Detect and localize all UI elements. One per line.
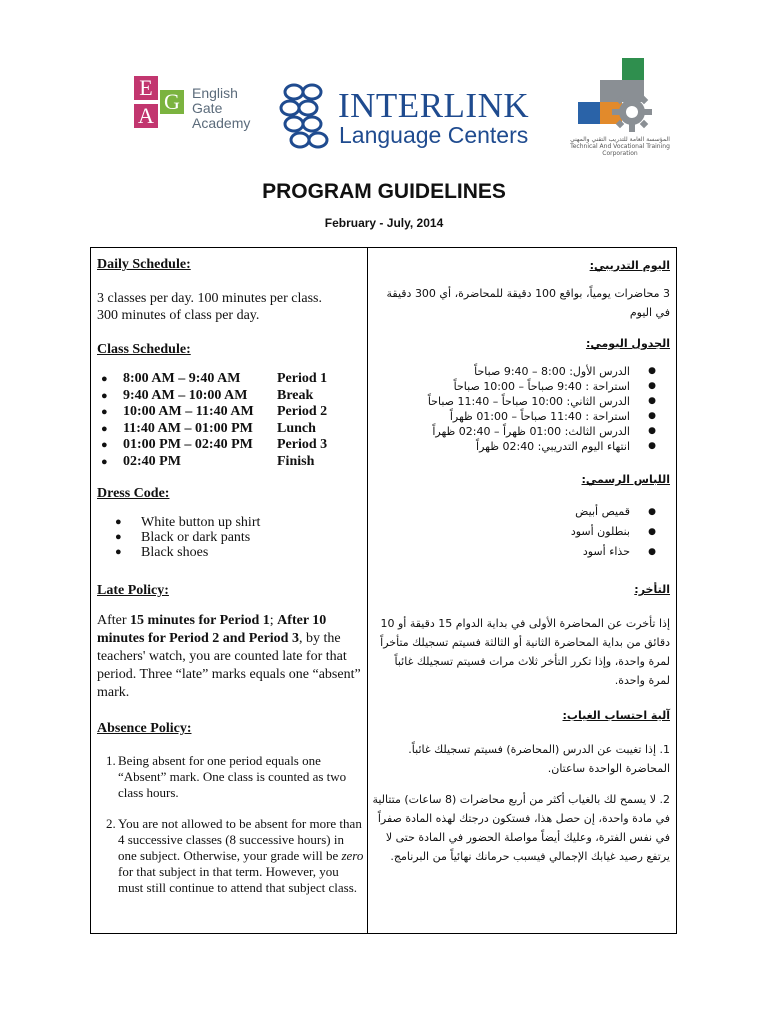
daily-schedule-heading-ar: اليوم التدريبي: (589, 259, 670, 272)
list-item: ● 10:00 AM – 11:40 AM Period 2 (97, 404, 365, 421)
absence-item-2-ar: 2. لا يسمح لك بالغياب أكثر من أربع محاضرات (8 ساعات) متتالية في مادة واحدة، إن حصل هذا، فستكون درجتك لهذه المادة صفراً في نفس الفترة، وعليك أيضاً مواصلة الحضور في المادة حتى لا يرتفع رصيد غيابك الإجمالي فيسبب حرمانك نهائياً من البرنامج. (372, 793, 670, 863)
logo-word-english: English (192, 85, 238, 101)
absence-policy-heading-ar: آلية احتساب الغياب: (562, 709, 670, 722)
tvtc-logo (560, 56, 680, 156)
logo-word-academy: Academy (192, 115, 251, 131)
late-policy-text-ar: إذا تأخرت عن المحاضرة الأولى في بداية الدوام 15 دقيقة أو 10 دقائق من بداية المحاضرة الثانية أو الثالثة فسيتم تسجيلك متأخراً لمرة واحدة، وإذا تكرر التأخر ثلاث مرات فسيتم تسجيلك غائباً لمرة واحدة. (380, 617, 670, 687)
daily-schedule-line1: 3 classes per day. 100 minutes per class. (97, 291, 322, 306)
class-schedule-list-ar (372, 364, 670, 454)
list-item: ● White button up shirt (97, 515, 365, 530)
tvtc-caption (560, 136, 680, 157)
list-item: ● 02:40 PM Finish (97, 454, 365, 471)
english-column (97, 256, 365, 896)
list-item: ● الدرس الثاني: 10:00 صباحاً – 11:40 صباحاً (372, 394, 670, 409)
tvtc-caption-en: Technical And Vocational Training Corporation (570, 143, 670, 157)
daily-schedule-text-ar: 3 محاضرات يومياً، بواقع 100 دقيقة للمحاضرة، أي 300 دقيقة في اليوم (386, 287, 670, 319)
logo-letter-a: A (134, 104, 158, 128)
tvtc-green-square (622, 58, 644, 80)
class-schedule-list (97, 371, 365, 470)
arabic-column (372, 256, 670, 866)
late-policy-heading-ar: التأخر: (634, 583, 670, 596)
list-item: 2. You are not allowed to be absent for more than 4 successive classes (8 successive hours) in one subject. Otherwise, your grade will be zero for that subject in that term. However, you must still continue to attend that subject class. (106, 816, 364, 895)
late-policy-heading: Late Policy: (97, 583, 169, 598)
class-schedule-heading-ar: الجدول اليومي: (585, 337, 670, 350)
list-item: ● حذاء أسود (372, 542, 670, 562)
daily-schedule-heading: Daily Schedule: (97, 257, 191, 272)
dress-code-heading: Dress Code: (97, 486, 170, 501)
absence-item-1-ar: 1. إذا تغيبت عن الدرس (المحاضرة) فسيتم تسجيلك غائباً. المحاضرة الواحدة ساعتان. (408, 743, 670, 775)
english-gate-academy-logo (134, 76, 254, 132)
dress-code-heading-ar: اللباس الرسمي: (581, 473, 670, 486)
dress-code-list-ar (372, 502, 670, 562)
list-item: ● Black or dark pants (97, 530, 365, 545)
interlink-rings-icon (278, 80, 338, 156)
logo-letter-g: G (160, 90, 184, 114)
tvtc-blue-square (578, 102, 600, 124)
list-item: ● استراحة : 9:40 صباحاً – 10:00 صباحاً (372, 379, 670, 394)
column-divider (367, 247, 368, 934)
list-item: 1. Being absent for one period equals one “Absent” mark. One class is counted as two class hours. (106, 753, 347, 800)
interlink-logo (278, 80, 538, 156)
list-item: ● قميص أبيض (372, 502, 670, 522)
absence-policy-heading: Absence Policy: (97, 721, 192, 736)
daily-schedule-line2: 300 minutes of class per day. (97, 308, 260, 323)
absence-policy-list (97, 753, 365, 896)
late-policy-text: After 15 minutes for Period 1; After 10 minutes for Period 2 and Period 3, by the teachers' watch, you are counted late for that period. Three “late” marks equals one “absent” mark. (97, 613, 361, 700)
interlink-subtitle: Language Centers (339, 122, 529, 148)
list-item: ● الدرس الثالث: 01:00 ظهراً – 02:40 ظهراً (372, 424, 670, 439)
logo-word-gate: Gate (192, 100, 223, 116)
list-item: ● انتهاء اليوم التدريبي: 02:40 ظهراً (372, 439, 670, 454)
list-item: ● 01:00 PM – 02:40 PM Period 3 (97, 437, 365, 454)
list-item: ● استراحة : 11:40 صباحاً – 01:00 ظهراً (372, 409, 670, 424)
class-schedule-heading: Class Schedule: (97, 342, 191, 357)
list-item: ● 8:00 AM – 9:40 AM Period 1 (97, 371, 365, 388)
list-item: ● الدرس الأول: 8:00 – 9:40 صباحاً (372, 364, 670, 379)
interlink-title: INTERLINK (338, 86, 530, 125)
list-item: ● 11:40 AM – 01:00 PM Lunch (97, 421, 365, 438)
list-item: ● بنطلون أسود (372, 522, 670, 542)
dress-code-list (97, 515, 365, 560)
list-item: ● Black shoes (97, 545, 365, 560)
list-item: ● 9:40 AM – 10:00 AM Break (97, 388, 365, 405)
logo-letter-e: E (134, 76, 158, 100)
page-title: PROGRAM GUIDELINES (262, 180, 506, 203)
page-date: February - July, 2014 (324, 216, 444, 230)
gear-icon (610, 90, 654, 134)
tvtc-caption-ar: المؤسسة العامة للتدريب التقني والمهني (570, 136, 670, 143)
